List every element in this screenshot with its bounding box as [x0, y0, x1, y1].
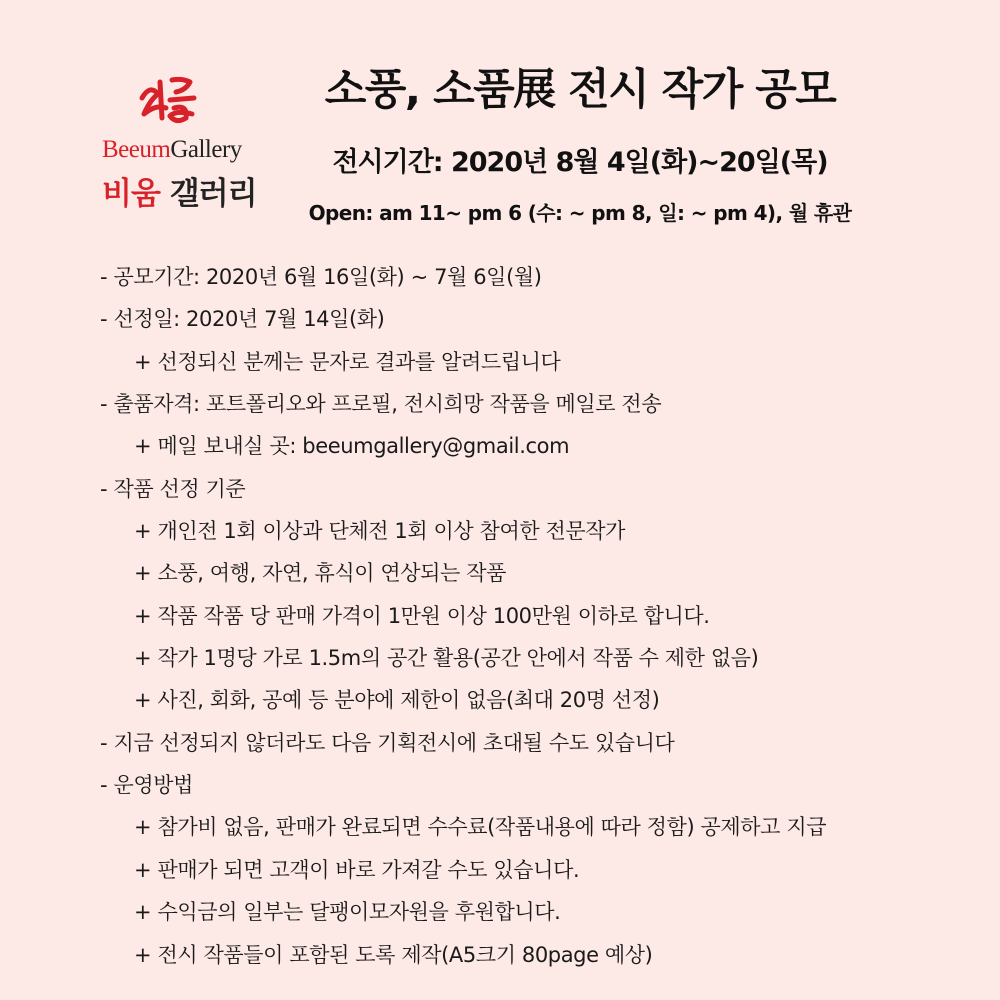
list-subitem-notification: + 선정되신 분께는 문자로 결과를 알려드립니다: [134, 349, 561, 374]
list-item-eligibility: - 출품자격: 포트폴리오와 프로필, 전시희망 작품을 메일로 전송: [100, 392, 662, 417]
logo-english-name: [102, 136, 242, 164]
logo-english-part2: Gallery: [170, 136, 242, 163]
details-list: [100, 256, 980, 976]
list-subitem-criteria-space: + 작가 1명당 가로 1.5m의 공간 활용(공간 안에서 작품 수 제한 없음): [134, 646, 759, 671]
list-item-selection-date: - 선정일: 2020년 7월 14일(화): [100, 307, 385, 332]
list-item-future-invitation: - 지금 선정되지 않더라도 다음 기획전시에 초대될 수도 있습니다: [100, 730, 675, 755]
list-subitem-criteria-genre: + 사진, 회화, 공예 등 분야에 제한이 없음(최대 20명 선정): [134, 688, 660, 713]
logo-korean-name: [102, 168, 257, 213]
list-item-selection-criteria: - 작품 선정 기준: [100, 476, 246, 501]
list-subitem-fee: + 참가비 없음, 판매가 완료되면 수수료(작품내용에 따라 정함) 공제하고 지급: [134, 815, 827, 840]
list-subitem-criteria-theme: + 소풍, 여행, 자연, 휴식이 연상되는 작품: [134, 561, 506, 586]
list-subitem-email: + 메일 보내실 곳: beeumgallery@gmail.com: [134, 434, 570, 459]
logo-english-part1: Beeum: [102, 136, 171, 163]
list-subitem-catalog: + 전시 작품들이 포함된 도록 제작(A5크기 80page 예상): [134, 942, 653, 967]
exhibition-period: 전시기간: 2020년 8월 4일(화)~20일(목): [332, 147, 828, 178]
logo-korean-part1: 비움: [102, 176, 160, 212]
list-item-application-period: - 공모기간: 2020년 6월 16일(화) ~ 7월 6일(월): [100, 265, 542, 289]
opening-hours: Open: am 11~ pm 6 (수: ~ pm 8, 일: ~ pm 4), 월 휴관: [308, 201, 852, 225]
page-title: 소풍, 소품展 전시 작가 공모: [324, 65, 836, 115]
calligraphy-logo-mark-icon: [136, 74, 200, 132]
list-subitem-pickup: + 판매가 되면 고객이 바로 가져갈 수도 있습니다.: [134, 857, 580, 882]
gallery-logo: [96, 74, 276, 214]
list-item-operation: - 운영방법: [100, 773, 193, 798]
logo-korean-part2: 갤러리: [169, 176, 257, 212]
list-subitem-criteria-price: + 작품 작품 당 판매 가격이 1만원 이상 100만원 이하로 합니다.: [134, 603, 710, 628]
list-subitem-donation: + 수익금의 일부는 달팽이모자원을 후원합니다.: [134, 900, 561, 925]
list-subitem-criteria-experience: + 개인전 1회 이상과 단체전 1회 이상 참여한 전문작가: [134, 519, 626, 544]
